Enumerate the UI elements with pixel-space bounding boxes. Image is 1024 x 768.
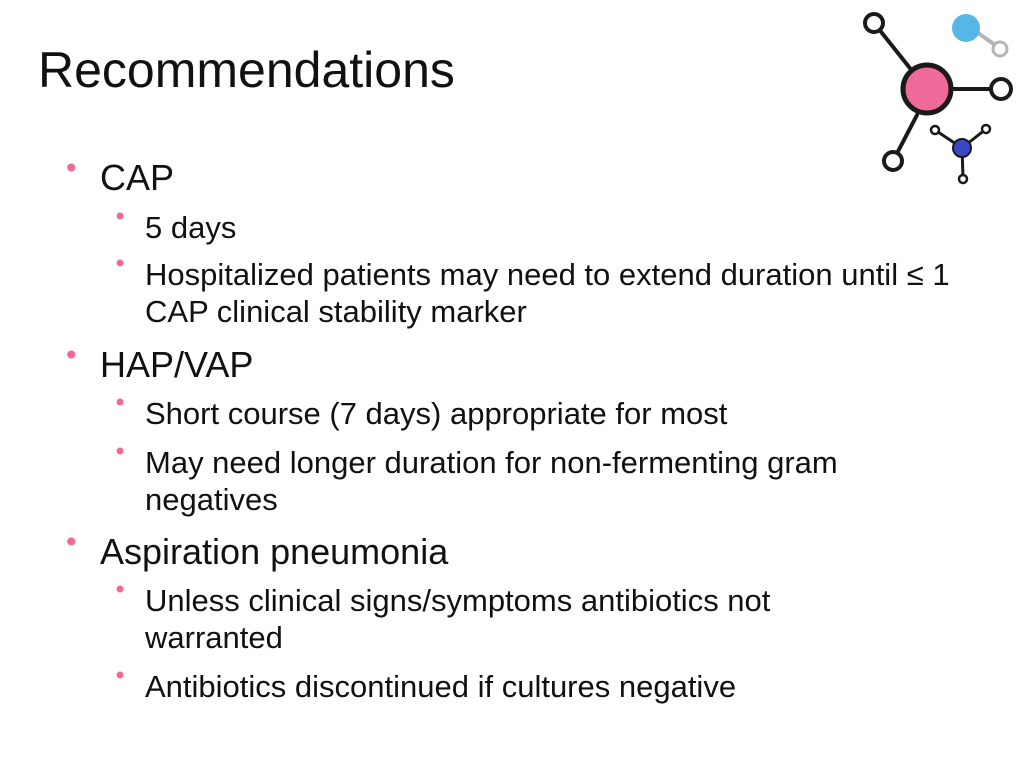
sub-point [113,250,975,330]
bullet-dot: • [113,576,128,604]
section-heading-hap-vap [63,339,254,385]
bullet-dot: • [113,389,128,417]
section-heading-cap [63,152,175,198]
section-heading-text: CAP [100,157,175,198]
sub-point-text: 5 days [145,210,237,245]
sub-point-text: May need longer duration for non-fermenting gram negatives [145,445,838,517]
section-heading-aspiration-pneumonia [63,526,449,572]
sub-point-text: Antibiotics discontinued if cultures negative [145,669,737,704]
bullet-dot: • [113,662,128,690]
bullet-dot: • [63,152,80,185]
sub-point [113,203,237,246]
section-heading-text: HAP/VAP [100,344,254,385]
sub-point [113,389,728,432]
sub-point [113,576,905,656]
sub-point-text: Unless clinical signs/symptoms antibiotics not warranted [145,583,771,655]
sub-point-text: Short course (7 days) appropriate for most [145,396,728,431]
sub-point-text: Hospitalized patients may need to extend duration until ≤ 1 CAP clinical stability marker [145,257,950,329]
slide-title: Recommendations [38,42,455,98]
sub-point [113,662,737,705]
bullet-dot: • [113,250,128,278]
sub-point [113,438,905,518]
section-heading-text: Aspiration pneumonia [100,531,449,572]
bullet-dot: • [63,339,80,372]
bullet-dot: • [113,438,128,466]
bullet-dot: • [113,203,128,231]
bullet-dot: • [63,526,80,559]
